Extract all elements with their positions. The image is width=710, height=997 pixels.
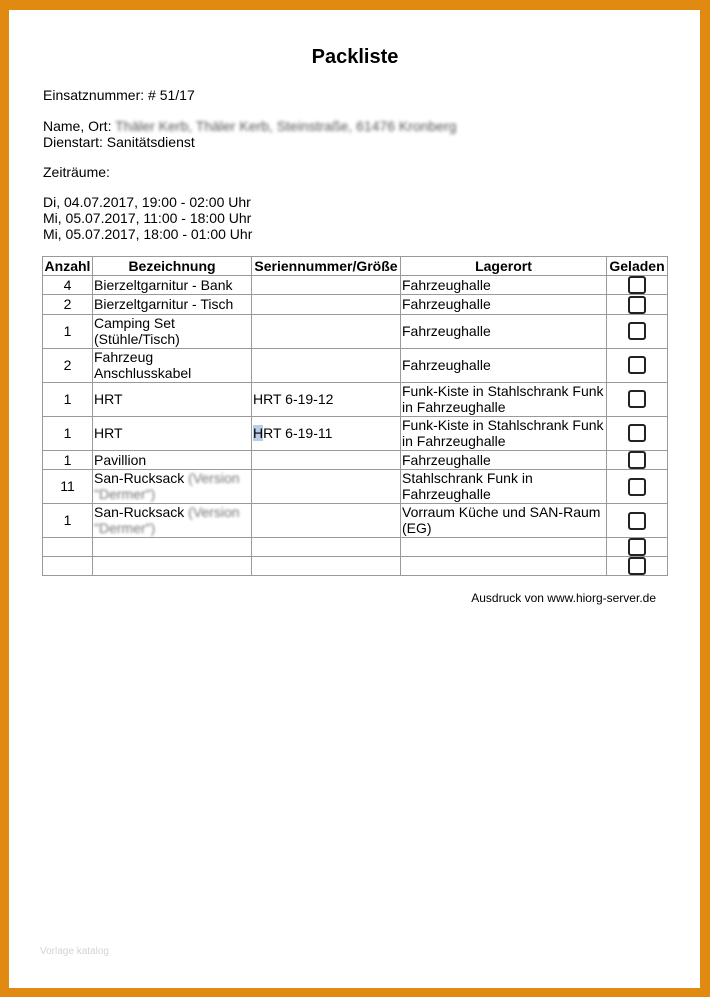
table-row-empty <box>43 557 668 576</box>
header-seriennummer: Seriennummer/Größe <box>252 257 401 276</box>
cell-geladen <box>607 295 668 314</box>
pack-table <box>42 256 668 576</box>
cell-anzahl: 1 <box>43 450 93 469</box>
name-ort-label: Name, Ort: <box>43 118 112 134</box>
cell-geladen <box>607 382 668 416</box>
table-row <box>43 469 668 503</box>
cell-lagerort <box>401 557 607 576</box>
cell-bezeichnung: Fahrzeug Anschlusskabel <box>93 348 252 382</box>
cell-geladen <box>607 557 668 576</box>
cell-seriennummer <box>252 295 401 314</box>
cell-anzahl: 2 <box>43 295 93 314</box>
cell-lagerort: Funk-Kiste in Stahlschrank Funk in Fahrzeughalle <box>401 382 607 416</box>
watermark: Vorlage katalog <box>40 946 109 957</box>
cell-geladen <box>607 469 668 503</box>
geladen-checkbox[interactable] <box>628 512 646 530</box>
header-bezeichnung: Bezeichnung <box>93 257 252 276</box>
cell-anzahl: 2 <box>43 348 93 382</box>
cell-bezeichnung <box>93 503 252 537</box>
table-row <box>43 450 668 469</box>
zeitraum-1: Di, 04.07.2017, 19:00 - 02:00 Uhr <box>43 194 251 210</box>
bezeichnung-text: San-Rucksack <box>94 504 185 521</box>
cell-geladen <box>607 276 668 295</box>
cell-anzahl: 1 <box>43 314 93 348</box>
table-row <box>43 295 668 314</box>
table-row <box>43 503 668 537</box>
cell-seriennummer <box>252 503 401 537</box>
cell-seriennummer <box>252 537 401 556</box>
cell-lagerort: Fahrzeughalle <box>401 314 607 348</box>
cell-seriennummer <box>252 276 401 295</box>
cell-lagerort: Fahrzeughalle <box>401 348 607 382</box>
bezeichnung-version-blurred: (Version "Dermer") <box>94 470 240 503</box>
cell-geladen <box>607 503 668 537</box>
header-anzahl: Anzahl <box>43 257 93 276</box>
cell-bezeichnung: Bierzeltgarnitur - Tisch <box>93 295 252 314</box>
name-ort-value: Thäler Kerb, Thäler Kerb, Steinstraße, 61476 Kronberg <box>115 118 457 134</box>
cell-anzahl <box>43 557 93 576</box>
cell-geladen <box>607 348 668 382</box>
geladen-checkbox[interactable] <box>628 322 646 340</box>
geladen-checkbox[interactable] <box>628 356 646 374</box>
cell-geladen <box>607 416 668 450</box>
cell-geladen <box>607 450 668 469</box>
cell-lagerort: Stahlschrank Funk in Fahrzeughalle <box>401 469 607 503</box>
cell-seriennummer <box>252 416 401 450</box>
cell-anzahl: 4 <box>43 276 93 295</box>
cell-anzahl <box>43 537 93 556</box>
cell-bezeichnung <box>93 469 252 503</box>
dienstart: Dienstart: Sanitätsdienst <box>43 134 195 150</box>
cell-bezeichnung <box>93 557 252 576</box>
table-row-empty <box>43 537 668 556</box>
geladen-checkbox[interactable] <box>628 451 646 469</box>
bezeichnung-text: San-Rucksack <box>94 470 185 487</box>
cell-seriennummer <box>252 314 401 348</box>
cell-lagerort: Vorraum Küche und SAN-Raum (EG) <box>401 503 607 537</box>
geladen-checkbox[interactable] <box>628 478 646 496</box>
table-row <box>43 348 668 382</box>
cell-geladen <box>607 537 668 556</box>
cell-seriennummer <box>252 469 401 503</box>
cell-bezeichnung: Pavillion <box>93 450 252 469</box>
geladen-checkbox[interactable] <box>628 424 646 442</box>
text-selection: H <box>253 425 264 442</box>
geladen-checkbox[interactable] <box>628 390 646 408</box>
header-geladen: Geladen <box>607 257 668 276</box>
geladen-checkbox[interactable] <box>628 557 646 575</box>
footer-print-source: Ausdruck von www.hiorg-server.de <box>471 591 656 605</box>
header-lagerort: Lagerort <box>401 257 607 276</box>
cell-bezeichnung: HRT <box>93 416 252 450</box>
cell-seriennummer <box>252 450 401 469</box>
table-header-row <box>43 257 668 276</box>
einsatznummer: Einsatznummer: # 51/17 <box>43 87 195 103</box>
cell-anzahl: 1 <box>43 416 93 450</box>
cell-anzahl: 1 <box>43 382 93 416</box>
table-row <box>43 314 668 348</box>
cell-lagerort: Fahrzeughalle <box>401 276 607 295</box>
cell-lagerort: Fahrzeughalle <box>401 295 607 314</box>
cell-anzahl: 11 <box>43 469 93 503</box>
cell-lagerort <box>401 537 607 556</box>
cell-lagerort: Fahrzeughalle <box>401 450 607 469</box>
geladen-checkbox[interactable] <box>628 538 646 556</box>
cell-bezeichnung <box>93 537 252 556</box>
cell-bezeichnung: HRT <box>93 382 252 416</box>
cell-lagerort: Funk-Kiste in Stahlschrank Funk in Fahrzeughalle <box>401 416 607 450</box>
zeitraum-3: Mi, 05.07.2017, 18:00 - 01:00 Uhr <box>43 226 253 242</box>
cell-seriennummer <box>252 557 401 576</box>
geladen-checkbox[interactable] <box>628 276 646 294</box>
geladen-checkbox[interactable] <box>628 296 646 314</box>
table-row <box>43 276 668 295</box>
page-title: Packliste <box>311 46 399 68</box>
cell-bezeichnung: Bierzeltgarnitur - Bank <box>93 276 252 295</box>
cell-seriennummer <box>252 348 401 382</box>
name-ort-line <box>43 118 456 134</box>
table-row <box>43 416 668 450</box>
cell-geladen <box>607 314 668 348</box>
seriennummer-text: RT 6-19-11 <box>263 425 333 442</box>
zeitraeume-label: Zeiträume: <box>43 164 110 180</box>
bezeichnung-version-blurred: (Version "Dermer") <box>94 504 240 537</box>
cell-anzahl: 1 <box>43 503 93 537</box>
zeitraum-2: Mi, 05.07.2017, 11:00 - 18:00 Uhr <box>43 210 252 226</box>
cell-seriennummer: HRT 6-19-12 <box>252 382 401 416</box>
cell-bezeichnung: Camping Set (Stühle/Tisch) <box>93 314 252 348</box>
table-row <box>43 382 668 416</box>
